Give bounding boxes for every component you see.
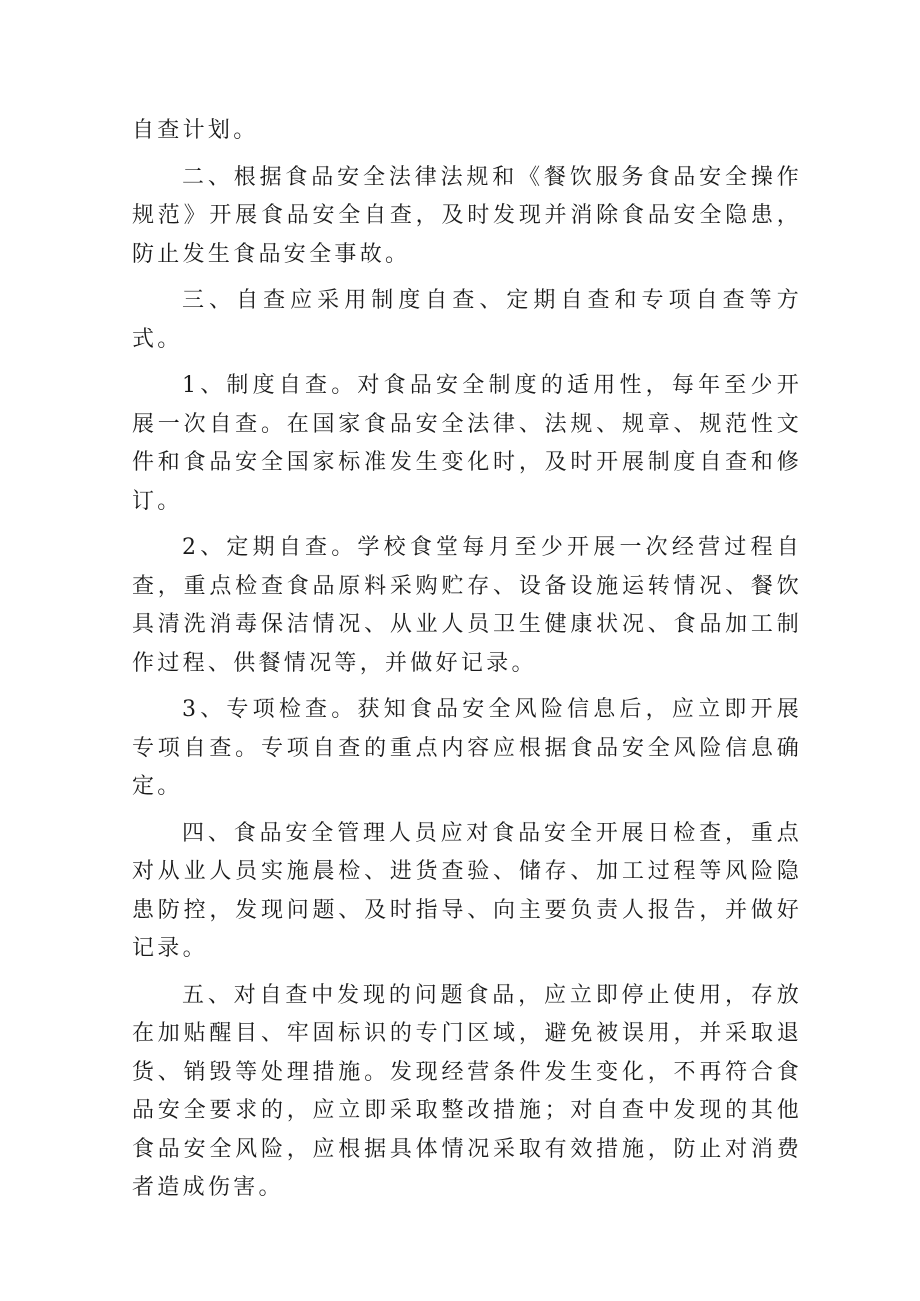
paragraph-item-2: 2、定期自查。学校食堂每月至少开展一次经营过程自查，重点检查食品原料采购贮存、设备设施运转情况、餐饮具清洗消毒保洁情况、从业人员卫生健康状况、食品加工制作过程、供餐情况等，并做好记录。	[132, 535, 802, 676]
paragraph-continuation: 自查计划。	[132, 118, 259, 143]
paragraph-item-3: 3、专项检查。获知食品安全风险信息后，应立即开展专项自查。专项自查的重点内容应根据食品安全风险信息确定。	[132, 697, 802, 799]
paragraph-item-1: 1、制度自查。对食品安全制度的适用性，每年至少开展一次自查。在国家食品安全法律、法规、规章、规范性文件和食品安全国家标准发生变化时，及时开展制度自查和修订。	[132, 373, 802, 514]
document-body	[132, 112, 802, 1216]
paragraph-section-4: 四、食品安全管理人员应对食品安全开展日检查，重点对从业人员实施晨检、进货查验、储存、加工过程等风险隐患防控，发现问题、及时指导、向主要负责人报告，并做好记录。	[132, 820, 802, 961]
paragraph-section-2: 二、根据食品安全法律法规和《餐饮服务食品安全操作规范》开展食品安全自查，及时发现并消除食品安全隐患，防止发生食品安全事故。	[132, 164, 802, 267]
paragraph-section-5: 五、对自查中发现的问题食品，应立即停止使用，存放在加贴醒目、牢固标识的专门区域，避免被误用，并采取退货、销毁等处理措施。发现经营条件发生变化，不再符合食品安全要求的，应立即采取整改措施；对自查中发现的其他食品安全风险，应根据具体情况采取有效措施，防止对消费者造成伤害。	[132, 982, 802, 1200]
paragraph-section-3: 三、自查应采用制度自查、定期自查和专项自查等方式。	[132, 288, 802, 352]
